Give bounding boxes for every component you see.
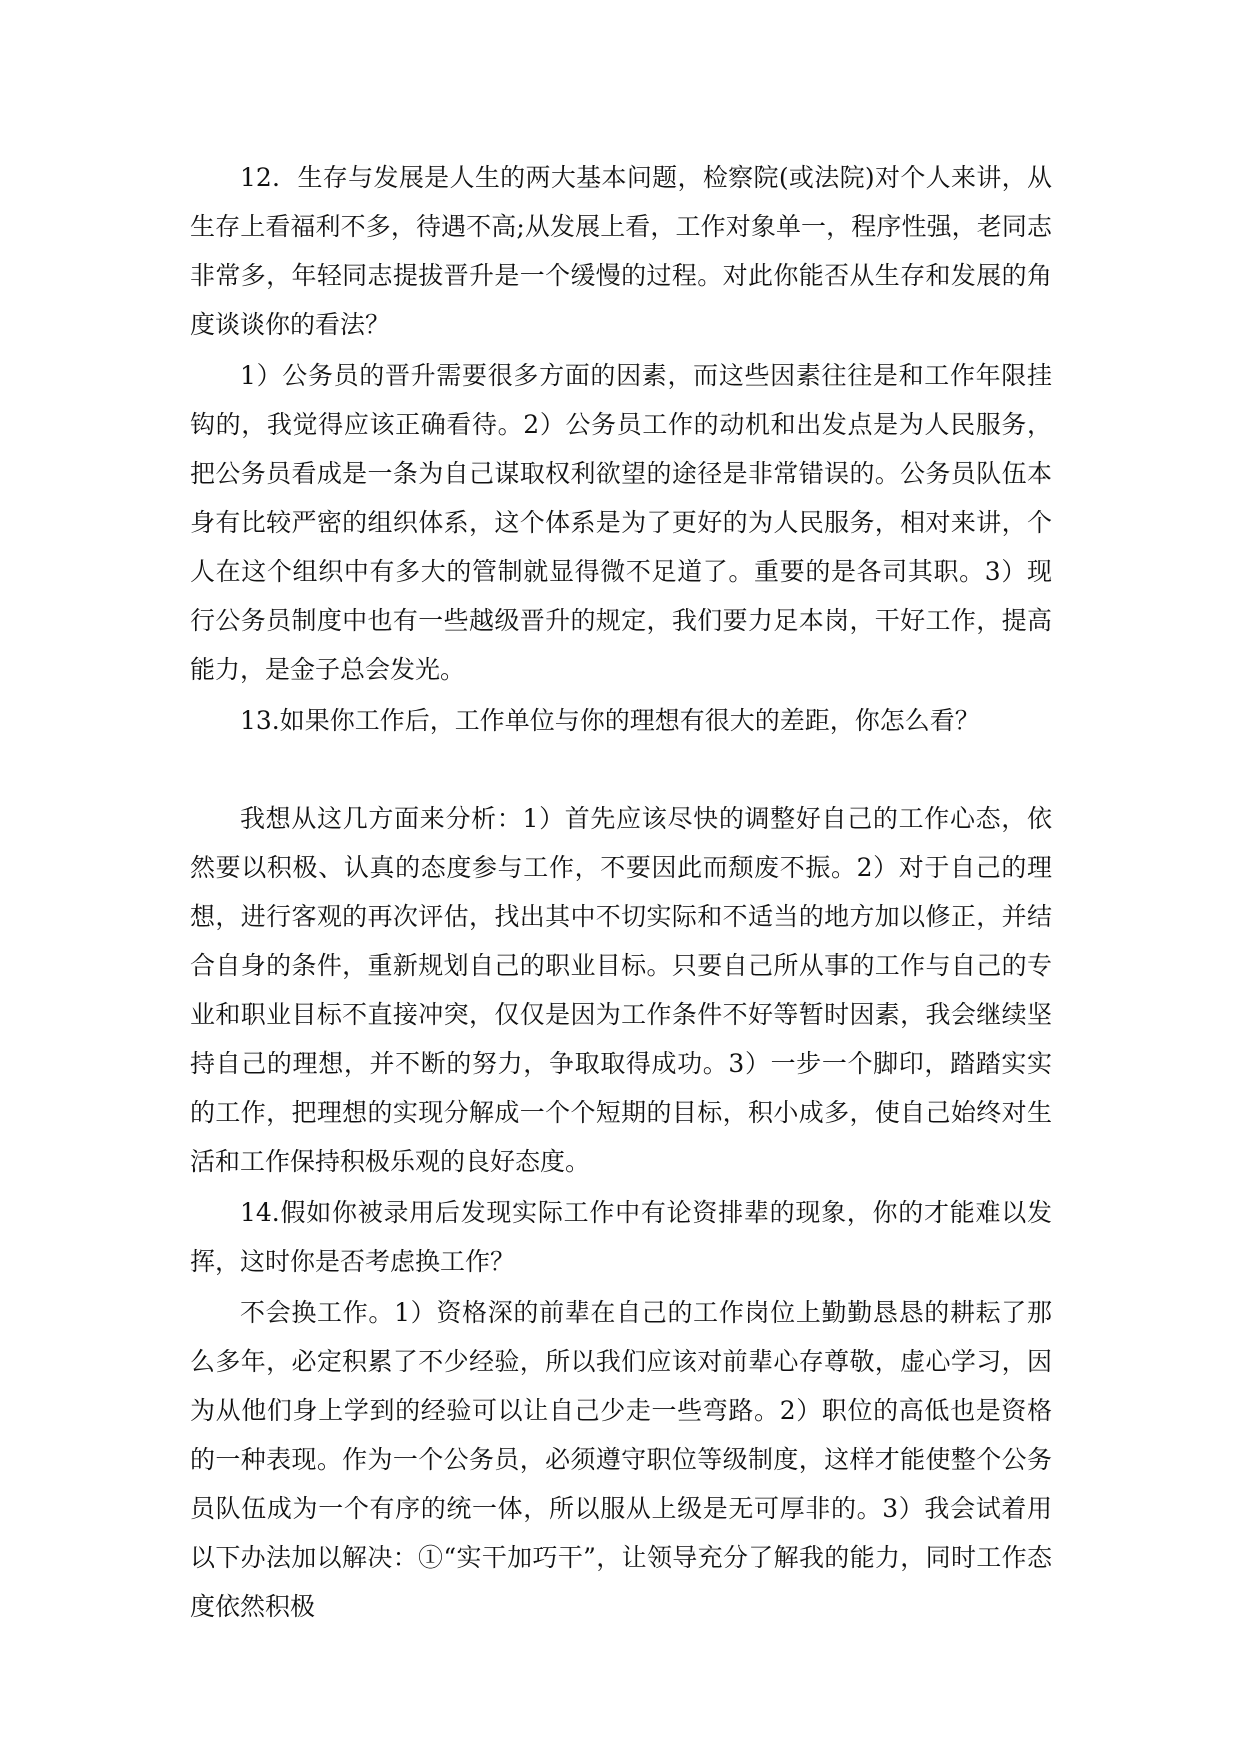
question-14: 14.假如你被录用后发现实际工作中有论资排辈的现象，你的才能难以发挥，这时你是否考虑换工作？	[190, 1198, 1052, 1276]
answer-12: 1）公务员的晋升需要很多方面的因素，而这些因素往往是和工作年限挂钩的，我觉得应该正确看待。2）公务员工作的动机和出发点是为人民服务，把公务员看成是一条为自己谋取权利欲望的途径是非常错误的。公务员队伍本身有比较严密的组织体系，这个体系是为了更好的为人民服务，相对来讲，个人在这个组织中有多大的管制就显得微不足道了。重要的是各司其职。3）现行公务员制度中也有一些越级晋升的规定，我们要力足本岗，干好工作，提高能力，是金子总会发光。	[190, 361, 1052, 684]
document-body	[190, 153, 1052, 1631]
question-12: 12．生存与发展是人生的两大基本问题，检察院(或法院)对个人来讲，从生存上看福利不多，待遇不高;从发展上看，工作对象单一，程序性强，老同志非常多，年轻同志提拔晋升是一个缓慢的过程。对此你能否从生存和发展的角度谈谈你的看法？	[190, 163, 1052, 339]
answer-13: 我想从这几方面来分析：1）首先应该尽快的调整好自己的工作心态，依然要以积极、认真的态度参与工作，不要因此而颓废不振。2）对于自己的理想，进行客观的再次评估，找出其中不切实际和不适当的地方加以修正，并结合自身的条件，重新规划自己的职业目标。只要自己所从事的工作与自己的专业和职业目标不直接冲突，仅仅是因为工作条件不好等暂时因素，我会继续坚持自己的理想，并不断的努力，争取取得成功。3）一步一个脚印，踏踏实实的工作，把理想的实现分解成一个个短期的目标，积小成多，使自己始终对生活和工作保持积极乐观的良好态度。	[190, 804, 1052, 1176]
blank-line	[190, 745, 1052, 794]
answer-14: 不会换工作。1）资格深的前辈在自己的工作岗位上勤勤恳恳的耕耘了那么多年，必定积累了不少经验，所以我们应该对前辈心存尊敬，虚心学习，因为从他们身上学到的经验可以让自己少走一些弯路。2）职位的高低也是资格的一种表现。作为一个公务员，必须遵守职位等级制度，这样才能使整个公务员队伍成为一个有序的统一体，所以服从上级是无可厚非的。3）我会试着用以下办法加以解决：①“实干加巧干”，让领导充分了解我的能力，同时工作态度依然积极	[190, 1298, 1052, 1621]
question-13: 13.如果你工作后，工作单位与你的理想有很大的差距，你怎么看？	[240, 706, 980, 735]
